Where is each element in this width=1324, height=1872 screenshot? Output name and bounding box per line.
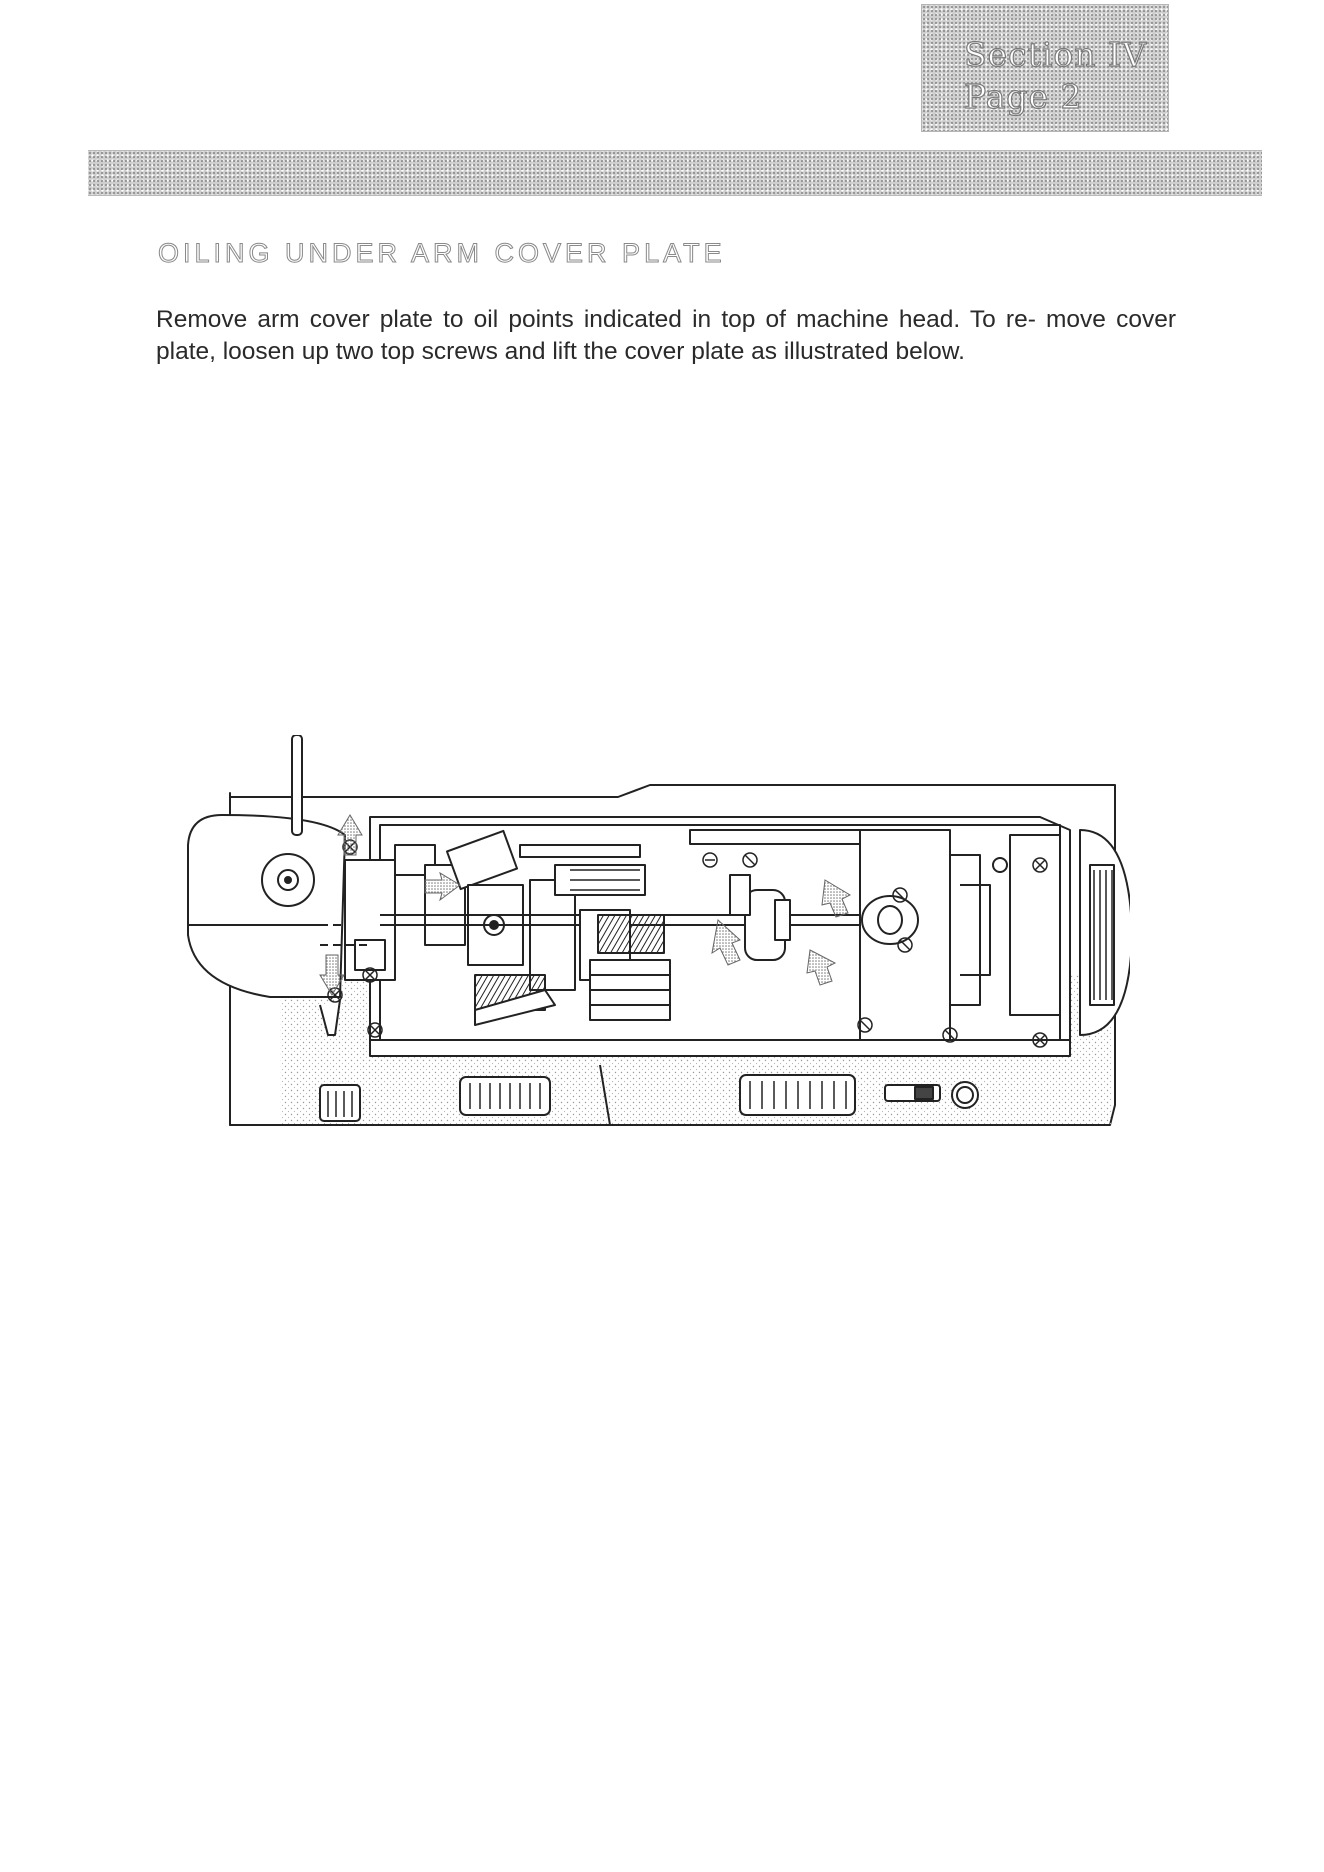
page-heading: OILING UNDER ARM COVER PLATE	[158, 238, 726, 268]
sewing-machine-illustration	[170, 735, 1130, 1135]
section-label: Section IV	[964, 35, 1147, 74]
instruction-paragraph: Remove arm cover plate to oil points indicated in top of machine head. To re- move cover plate, loosen up two top screws and lift the cover plate as illustrated below.	[156, 306, 1176, 365]
section-page-tab	[921, 4, 1169, 132]
header-band	[88, 150, 1262, 196]
page-label: Page 2	[964, 77, 1083, 116]
